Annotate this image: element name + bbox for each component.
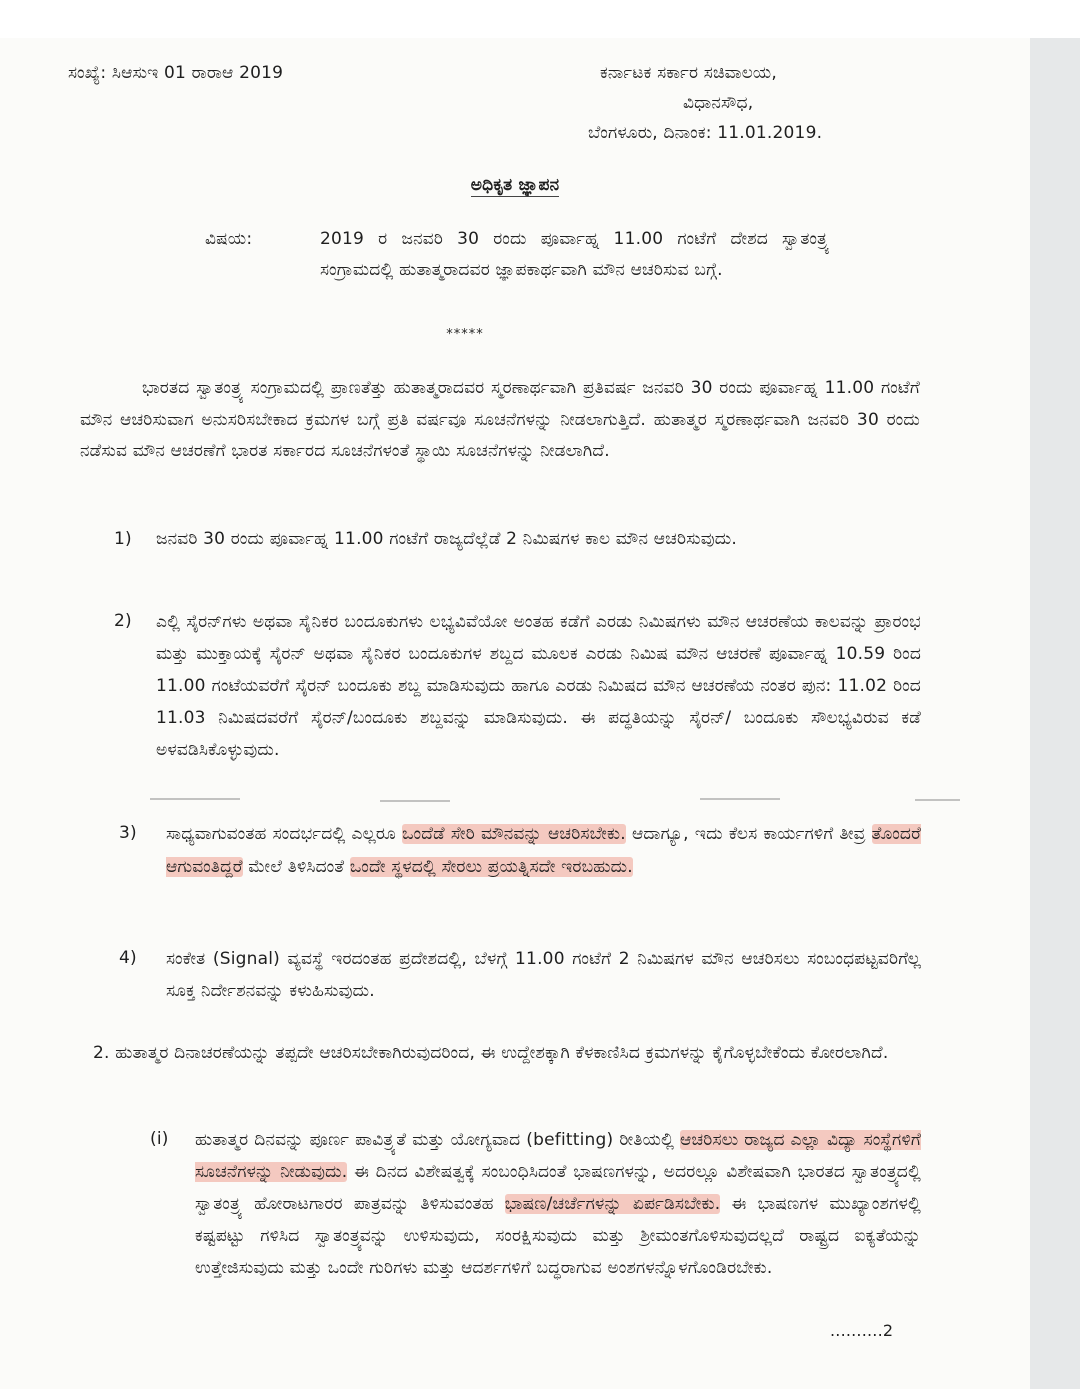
next-page-marker: ..........2 (830, 1321, 894, 1340)
item-2-number: 2) (114, 611, 132, 631)
scan-edge-strip (1030, 38, 1080, 1389)
item-2-1-text-part-c: ಈ ಭಾಷಣಗಳ ಮುಖ್ಯಾಂಶಗಳಲ್ಲಿ ಕಷ್ಟಪಟ್ಟು ಗಳಿಸಿದ ಸ್ವಾತಂತ್ರ್ಯವನ್ನು ಉಳಿಸುವುದು, ಸಂರಕ್ಷಿಸುವುದು ಮತ್ತು ಶ್ರೀಮಂತಗೊಳಿಸುವುದಲ್ಲದೆ ರಾಷ್ಟ್ರದ ಐಕ್ಯತೆಯನ್ನು ಉತ್ತೇಜಿಸುವುದು ಮತ್ತು ಒಂದೇ ಗುರಿಗಳು ಮತ್ತು ಆದರ್ಶಗಳಿಗೆ ಬದ್ಧರಾಗುವ ಅಂಶಗಳನ್ನೊಳಗೊಂಡಿರಬೇಕು. (195, 1194, 921, 1278)
highlight-arrange-speeches: ಭಾಷಣ/ಚರ್ಚೆಗಳನ್ನು ಏರ್ಪಡಿಸಬೇಕು. (504, 1194, 721, 1214)
intro-paragraph: ಭಾರತದ ಸ್ವಾತಂತ್ರ್ಯ ಸಂಗ್ರಾಮದಲ್ಲಿ ಪ್ರಾಣತೆತ್ತು ಹುತಾತ್ಮರಾದವರ ಸ್ಮರಣಾರ್ಥವಾಗಿ ಪ್ರತಿವರ್ಷ ಜನವರಿ 30 ರಂದು ಪೂರ್ವಾಹ್ನ 11.00 ಗಂಟೆಗೆ ಮೌನ ಆಚರಿಸುವಾಗ ಅನುಸರಿಸಬೇಕಾದ ಕ್ರಮಗಳ ಬಗ್ಗೆ ಪ್ರತಿ ವರ್ಷವೂ ಸೂಚನೆಗಳನ್ನು ನೀಡಲಾಗುತ್ತಿದೆ. ಹುತಾತ್ಮರ ಸ್ಮರಣಾರ್ಥವಾಗಿ ಜನವರಿ 30 ರಂದು ನಡೆಸುವ ಮೌನ ಆಚರಣೆಗೆ ಭಾರತ ಸರ್ಕಾರದ ಸೂಚನೆಗಳಂತೆ ಸ್ಥಾಯಿ ಸೂಚನೆಗಳನ್ನು ನೀಡಲಾಗಿದೆ. (80, 378, 920, 461)
item-4-text: ಸಂಕೇತ (Signal) ವ್ಯವಸ್ಥೆ ಇರದಂತಹ ಪ್ರದೇಶದಲ್ಲಿ, ಬೆಳಗ್ಗೆ 11.00 ಗಂಟೆಗೆ 2 ನಿಮಿಷಗಳ ಮೌನ ಆಚರಿಸಲು ಸಂಬಂಧಪಟ್ಟವರಿಗೆಲ್ಲ ಸೂಕ್ತ ನಿರ್ದೇಶನವನ್ನು ಕಳುಹಿಸುವುದು. (166, 949, 921, 1001)
subject-text: 2019 ರ ಜನವರಿ 30 ರಂದು ಪೂರ್ವಾಹ್ನ 11.00 ಗಂಟೆಗೆ ದೇಶದ ಸ್ವಾತಂತ್ರ್ಯ ಸಂಗ್ರಾಮದಲ್ಲಿ ಹುತಾತ್ಮರಾದವರ ಜ್ಞಾಪಕಾರ್ಥವಾಗಿ ಮೌನ ಆಚರಿಸುವ ಬಗ್ಗೆ. (320, 229, 830, 280)
item-2-1-number: (i) (150, 1129, 169, 1149)
document-page (0, 38, 1030, 1389)
scan-mark (380, 800, 450, 802)
item-2-text: ಎಲ್ಲಿ ಸೈರನ್‌ಗಳು ಅಥವಾ ಸೈನಿಕರ ಬಂದೂಕುಗಳು ಲಭ್ಯವಿವೆಯೋ ಅಂತಹ ಕಡೆಗೆ ಎರಡು ನಿಮಿಷಗಳು ಮೌನ ಆಚರಣೆಯ ಕಾಲವನ್ನು ಪ್ರಾರಂಭ ಮತ್ತು ಮುಕ್ತಾಯಕ್ಕೆ ಸೈರನ್ ಅಥವಾ ಸೈನಿಕರ ಬಂದೂಕುಗಳ ಶಬ್ದದ ಮೂಲಕ ಎರಡು ನಿಮಿಷ ಮೌನ ಆಚರಣೆ ಪೂರ್ವಾಹ್ನ 10.59 ರಿಂದ 11.00 ಗಂಟೆಯವರೆಗೆ ಸೈರನ್ ಬಂದೂಕು ಶಬ್ದ ಮಾಡಿಸುವುದು ಹಾಗೂ ಎರಡು ನಿಮಿಷದ ಮೌನ ಆಚರಣೆಯ ನಂತರ ಪುನ: 11.02 ರಿಂದ 11.03 ನಿಮಿಷದವರೆಗೆ ಸೈರನ್/ಬಂದೂಕು ಶಬ್ದವನ್ನು ಮಾಡಿಸುವುದು. ಈ ಪದ್ಧತಿಯನ್ನು ಸೈರನ್/ ಬಂದೂಕು ಸೌಲಭ್ಯವಿರುವ ಕಡೆ ಅಳವಡಿಸಿಕೊಳ್ಳುವುದು. (156, 612, 921, 760)
item-1-number: 1) (114, 529, 132, 549)
sender-secretariat: ಕರ್ನಾಟಕ ಸರ್ಕಾರ ಸಚಿವಾಲಯ, (600, 63, 777, 83)
highlight-same-place: ಒಂದೇ ಸ್ಥಳದಲ್ಲಿ ಸೇರಲು ಪ್ರಯತ್ನಿಸದೇ ಇರಬಹುದು. (349, 857, 633, 877)
reference-number: ಸಂಖ್ಯೆ: ಸಿಆಸುಇ 01 ರಾರಾಆ 2019 (68, 63, 284, 83)
scan-mark (915, 799, 960, 801)
top-margin (0, 0, 1080, 38)
item-3-text-part-c: ಮೇಲೆ ತಿಳಿಸಿದಂತೆ (242, 857, 350, 877)
separator-stars: ***** (446, 327, 484, 342)
highlight-if-inconvenient: ತೊಂದರೆ ಆಗುವಂತಿದ್ದರೆ (166, 824, 921, 877)
item-3-text-part-b: ಆದಾಗ್ಯೂ, ಇದು ಕೆಲಸ ಕಾರ್ಯಗಳಿಗೆ ತೀವ್ರ (625, 824, 872, 844)
item-4-number: 4) (119, 948, 137, 968)
item-3-number: 3) (119, 823, 137, 843)
heading-text: ಅಧಿಕೃತ ಜ್ಞಾಪನ (470, 175, 560, 195)
item-2-1-text-part-b: ಈ ದಿನದ ವಿಶೇಷತ್ವಕ್ಕೆ ಸಂಬಂಧಿಸಿದಂತೆ ಭಾಷಣಗಳನ್ನು, ಅದರಲ್ಲೂ ವಿಶೇಷವಾಗಿ ಭಾರತದ ಸ್ವಾತಂತ್ರ್ಯದಲ್ಲಿ ಸ್ವಾತಂತ್ರ್ಯ ಹೋರಾಟಗಾರರ ಪಾತ್ರವನ್ನು ತಿಳಿಸುವಂತಹ (195, 1162, 921, 1214)
scan-mark (150, 798, 240, 800)
item-2-1-text (195, 1124, 921, 1284)
item-1-text: ಜನವರಿ 30 ರಂದು ಪೂರ್ವಾಹ್ನ 11.00 ಗಂಟೆಗೆ ರಾಜ್ಯದೆಲ್ಲೆಡೆ 2 ನಿಮಿಷಗಳ ಕಾಲ ಮೌನ ಆಚರಿಸುವುದು. (156, 529, 738, 549)
subject-label: ವಿಷಯ: (205, 229, 253, 249)
scan-mark (700, 798, 780, 800)
item-3-text (166, 818, 921, 884)
second-paragraph: 2. ಹುತಾತ್ಮರ ದಿನಾಚರಣೆಯನ್ನು ತಪ್ಪದೇ ಆಚರಿಸಬೇಕಾಗಿರುವುದರಿಂದ, ಈ ಉದ್ದೇಶಕ್ಕಾಗಿ ಕೆಳಕಾಣಿಸಿದ ಕ್ರಮಗಳನ್ನು ಕೈಗೊಳ್ಳಬೇಕೆಂದು ಕೋರಲಾಗಿದೆ. (93, 1043, 889, 1063)
place-and-date: ಬೆಂಗಳೂರು, ದಿನಾಂಕ: 11.01.2019. (588, 123, 823, 143)
item-2-1-text-part-a: ಹುತಾತ್ಮರ ದಿನವನ್ನು ಪೂರ್ಣ ಪಾವಿತ್ರ್ಯತೆ ಮತ್ತು ಯೋಗ್ಯವಾದ (befitting) ರೀತಿಯಲ್ಲಿ (195, 1130, 681, 1150)
sender-building: ವಿಧಾನಸೌಧ, (683, 93, 754, 113)
item-3-text-part-a: ಸಾಧ್ಯವಾಗುವಂತಹ ಸಂದರ್ಭದಲ್ಲಿ ಎಲ್ಲರೂ (166, 824, 403, 844)
highlight-instruct-institutions: ಆಚರಿಸಲು ರಾಜ್ಯದ ಎಲ್ಲಾ ವಿದ್ಯಾ ಸಂಸ್ಥೆಗಳಿಗೆ ಸೂಚನೆಗಳನ್ನು ನೀಡುವುದು. (195, 1130, 921, 1182)
highlight-gather-together: ಒಂದೆಡೆ ಸೇರಿ ಮೌನವನ್ನು ಆಚರಿಸಬೇಕು. (402, 824, 626, 844)
document-heading (0, 170, 1030, 200)
